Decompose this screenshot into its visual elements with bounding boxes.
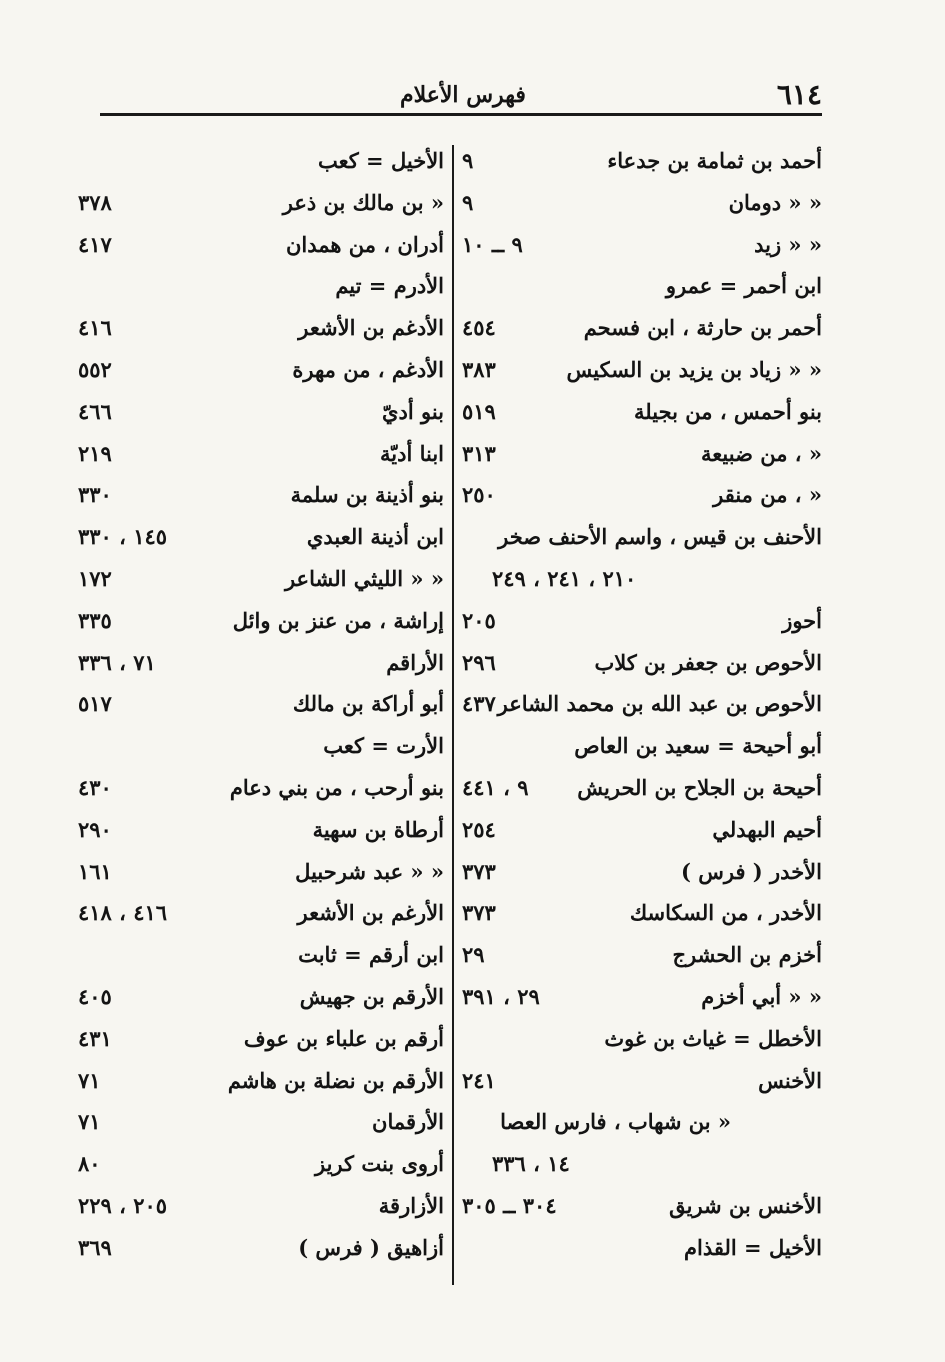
entry-name: « ، من منقر [713, 482, 822, 508]
entry-name: الأدغم ، من مهرة [292, 356, 444, 382]
entry-pages: ٢٤١ [462, 1067, 496, 1093]
entry-pages: ٧١ ، ٣٣٦ [78, 649, 156, 675]
index-entry [462, 516, 826, 558]
column-divider [452, 145, 454, 1285]
index-entry [462, 683, 826, 725]
entry-name: « « أبي أخزم [701, 983, 822, 1009]
entry-name: أحيحة بن الجلاح بن الحريش [577, 774, 822, 800]
entry-pages: ١٤ ، ٣٣٦ [492, 1151, 570, 1177]
index-entry [462, 265, 826, 307]
entry-pages: ٤٣٧ [462, 691, 496, 717]
entry-name: الأدغم بن الأشعر [298, 315, 444, 341]
entry-name: الأرقمان [372, 1109, 444, 1135]
entry-pages: ٩ [462, 148, 474, 173]
entry-name: الأخدر ( فرس ) [680, 858, 822, 884]
entry-pages: ٤٠٥ [78, 983, 112, 1009]
entry-name: الأخدر ، من السكاسك [629, 900, 822, 926]
entry-pages: ٣٧٣ [462, 900, 496, 926]
entry-name: أرقم بن علباء بن عوف [243, 1025, 444, 1051]
entry-name: « « زياد بن يزيد بن السكيس [566, 356, 822, 382]
entry-name: الأخنس [758, 1067, 822, 1093]
entry-pages: ٩ [462, 189, 474, 215]
entry-name: « « دومان [728, 189, 822, 215]
entry-name: الأخيل = القذام [684, 1234, 822, 1260]
index-entry [462, 349, 826, 391]
index-entry [462, 558, 826, 600]
entry-pages: ٤٦٦ [78, 398, 112, 424]
entry-pages: ٤٣٠ [78, 774, 112, 800]
entry-name: أحوز [782, 607, 822, 633]
index-entry [462, 767, 826, 809]
index-entry [78, 307, 446, 349]
entry-pages: ٣٧٨ [78, 189, 112, 215]
index-entry [78, 558, 446, 600]
index-entry [78, 349, 446, 391]
index-entry [462, 892, 826, 934]
index-entry [78, 140, 446, 182]
index-entry [462, 976, 826, 1018]
entry-name: الأرت = كعب [323, 733, 444, 759]
index-entry [462, 1143, 826, 1185]
entry-pages: ٢٩ ، ٣٩١ [462, 983, 540, 1009]
entry-name: أحمد بن ثمامة بن جدعاء [607, 148, 822, 173]
entry-name: بنو أذينة بن سلمة [290, 482, 444, 508]
entry-name: بنو أرحب ، من بني دعام [229, 774, 444, 800]
entry-pages: ٥٥٢ [78, 356, 112, 382]
left-column [78, 140, 446, 1290]
entry-name: الأخيل = كعب [318, 148, 444, 173]
entry-name: ابن أحمر = عمرو [665, 273, 822, 299]
entry-name: ابنا أديّة [379, 440, 444, 466]
entry-pages: ٣٣٠ [78, 482, 112, 508]
entry-pages: ٢١٠ ، ٢٤١ ، ٢٤٩ [492, 565, 637, 591]
entry-name: أرطاة بن سهية [312, 816, 444, 842]
entry-name: « ، من ضبيعة [701, 440, 822, 466]
entry-name: الأخنس بن شريق [669, 1192, 822, 1218]
right-column [462, 140, 826, 1290]
entry-pages: ٣١٣ [462, 440, 496, 466]
index-entry [78, 474, 446, 516]
index-entry [462, 600, 826, 642]
index-entry [78, 600, 446, 642]
entry-pages: ٢٠٥ [462, 607, 496, 633]
index-entry [462, 725, 826, 767]
entry-name: الأخطل = غياث بن غوث [604, 1025, 822, 1051]
entry-pages: ٢٩٠ [78, 816, 112, 842]
index-entry [78, 182, 446, 224]
index-entry [462, 1185, 826, 1227]
entry-name: « بن مالك بن ذعر [282, 189, 444, 215]
index-entry [462, 934, 826, 976]
entry-name: ابن أذينة العبدي [306, 524, 444, 550]
entry-name: أبو أراكة بن مالك [292, 691, 444, 717]
index-entry [78, 1101, 446, 1143]
entry-pages: ٢٥٠ [462, 482, 496, 508]
entry-name: الأرقم بن جهيش [299, 983, 444, 1009]
index-entry [78, 224, 446, 266]
running-title: فهرس الأعلام [400, 82, 526, 108]
index-entry [78, 725, 446, 767]
index-entry [462, 391, 826, 433]
entry-pages: ٩ ، ٤٤١ [462, 774, 529, 800]
entry-pages: ٧١ [78, 1109, 101, 1135]
index-entry [462, 1018, 826, 1060]
entry-name: إراشة ، من عنز بن وائل [232, 607, 444, 633]
index-entry [78, 391, 446, 433]
index-entry [78, 851, 446, 893]
index-entry [462, 182, 826, 224]
index-entry [78, 809, 446, 851]
entry-pages: ٢٩٦ [462, 649, 496, 675]
entry-pages: ٤١٦ ، ٤١٨ [78, 900, 168, 926]
entry-name: « « الليثي الشاعر [284, 565, 444, 591]
index-entry [462, 224, 826, 266]
index-entry [462, 809, 826, 851]
index-entry [78, 642, 446, 684]
page-header [100, 78, 822, 114]
index-entry [78, 265, 446, 307]
entry-pages: ٣٨٣ [462, 356, 496, 382]
entry-name: بنو أحمس ، من بجيلة [634, 398, 822, 424]
entry-name: « « عبد شرحبيل [295, 858, 444, 884]
entry-pages: ٥١٩ [462, 398, 496, 424]
index-entry [462, 1060, 826, 1102]
entry-name: الأرغم بن الأشعر [297, 900, 444, 926]
index-entry [78, 767, 446, 809]
header-rule [100, 113, 822, 116]
index-entry [78, 1143, 446, 1185]
entry-pages: ٢٥٤ [462, 816, 496, 842]
index-entry [78, 934, 446, 976]
index-entry [78, 1060, 446, 1102]
index-entry [462, 642, 826, 684]
index-entry [78, 976, 446, 1018]
entry-pages: ٨٠ [78, 1151, 101, 1177]
index-entry [462, 1227, 826, 1269]
entry-pages: ٣٧٣ [462, 858, 496, 884]
entry-pages: ٢٩ [462, 942, 485, 968]
entry-name: الأدرم = تيم [335, 273, 444, 299]
entry-pages: ٤١٦ [78, 315, 112, 341]
entry-name: أبو أحيحة = سعيد بن العاص [574, 733, 822, 759]
index-entry [78, 516, 446, 558]
index-entry [78, 1185, 446, 1227]
entry-pages: ٩ ــ ١٠ [462, 231, 523, 257]
index-entry [78, 683, 446, 725]
entry-pages: ٤٥٤ [462, 315, 496, 341]
entry-name: أروى بنت كريز [315, 1151, 444, 1177]
index-entry [462, 1101, 826, 1143]
index-entry [78, 1018, 446, 1060]
entry-pages: ٣٠٤ ــ ٣٠٥ [462, 1192, 557, 1218]
entry-pages: ٥١٧ [78, 691, 112, 717]
entry-pages: ١٦١ [78, 858, 112, 884]
index-entry [78, 892, 446, 934]
entry-pages: ١٧٢ [78, 565, 112, 591]
entry-name: الأزارقة [378, 1192, 444, 1218]
entry-pages: ٢٠٥ ، ٢٢٩ [78, 1192, 168, 1218]
entry-name: أحيم البهدلي [712, 816, 822, 842]
entry-name: أزاهيق ( فرس ) [298, 1234, 444, 1260]
entry-name: الأحوص بن جعفر بن كلاب [594, 649, 822, 675]
entry-name: بنو أديّ [382, 398, 444, 424]
entry-name: الأراقم [386, 649, 444, 675]
entry-name: الأحوص بن عبد الله بن محمد الشاعر [497, 691, 822, 717]
entry-name: ابن أرقم = ثابت [298, 942, 444, 968]
index-entry [462, 307, 826, 349]
index-entry [462, 433, 826, 475]
entry-pages: ١٤٥ ، ٣٣٠ [78, 524, 168, 550]
entry-name: أدران ، من همدان [285, 231, 444, 257]
entry-pages: ٢١٩ [78, 440, 112, 466]
page-number: ٦١٤ [776, 78, 822, 111]
entry-name: الأحنف بن قيس ، واسم الأحنف صخر [498, 524, 822, 550]
entry-name: أخزم بن الحشرج [672, 942, 822, 968]
entry-pages: ٤٣١ [78, 1025, 112, 1051]
index-entry [78, 1227, 446, 1269]
entry-name: « « زيد [754, 231, 822, 257]
entry-pages: ٣٦٩ [78, 1234, 112, 1260]
index-entry [78, 433, 446, 475]
index-entry [462, 851, 826, 893]
entry-pages: ٧١ [78, 1067, 101, 1093]
entry-name: أحمر بن حارثة ، ابن فسحم [583, 315, 822, 341]
entry-pages: ٤١٧ [78, 231, 112, 257]
entry-name: الأرقم بن نضلة بن هاشم [227, 1067, 444, 1093]
index-entry [462, 474, 826, 516]
entry-pages: ٣٣٥ [78, 607, 112, 633]
entry-name: « بن شهاب ، فارس العصا [500, 1109, 731, 1135]
index-entry [462, 140, 826, 182]
